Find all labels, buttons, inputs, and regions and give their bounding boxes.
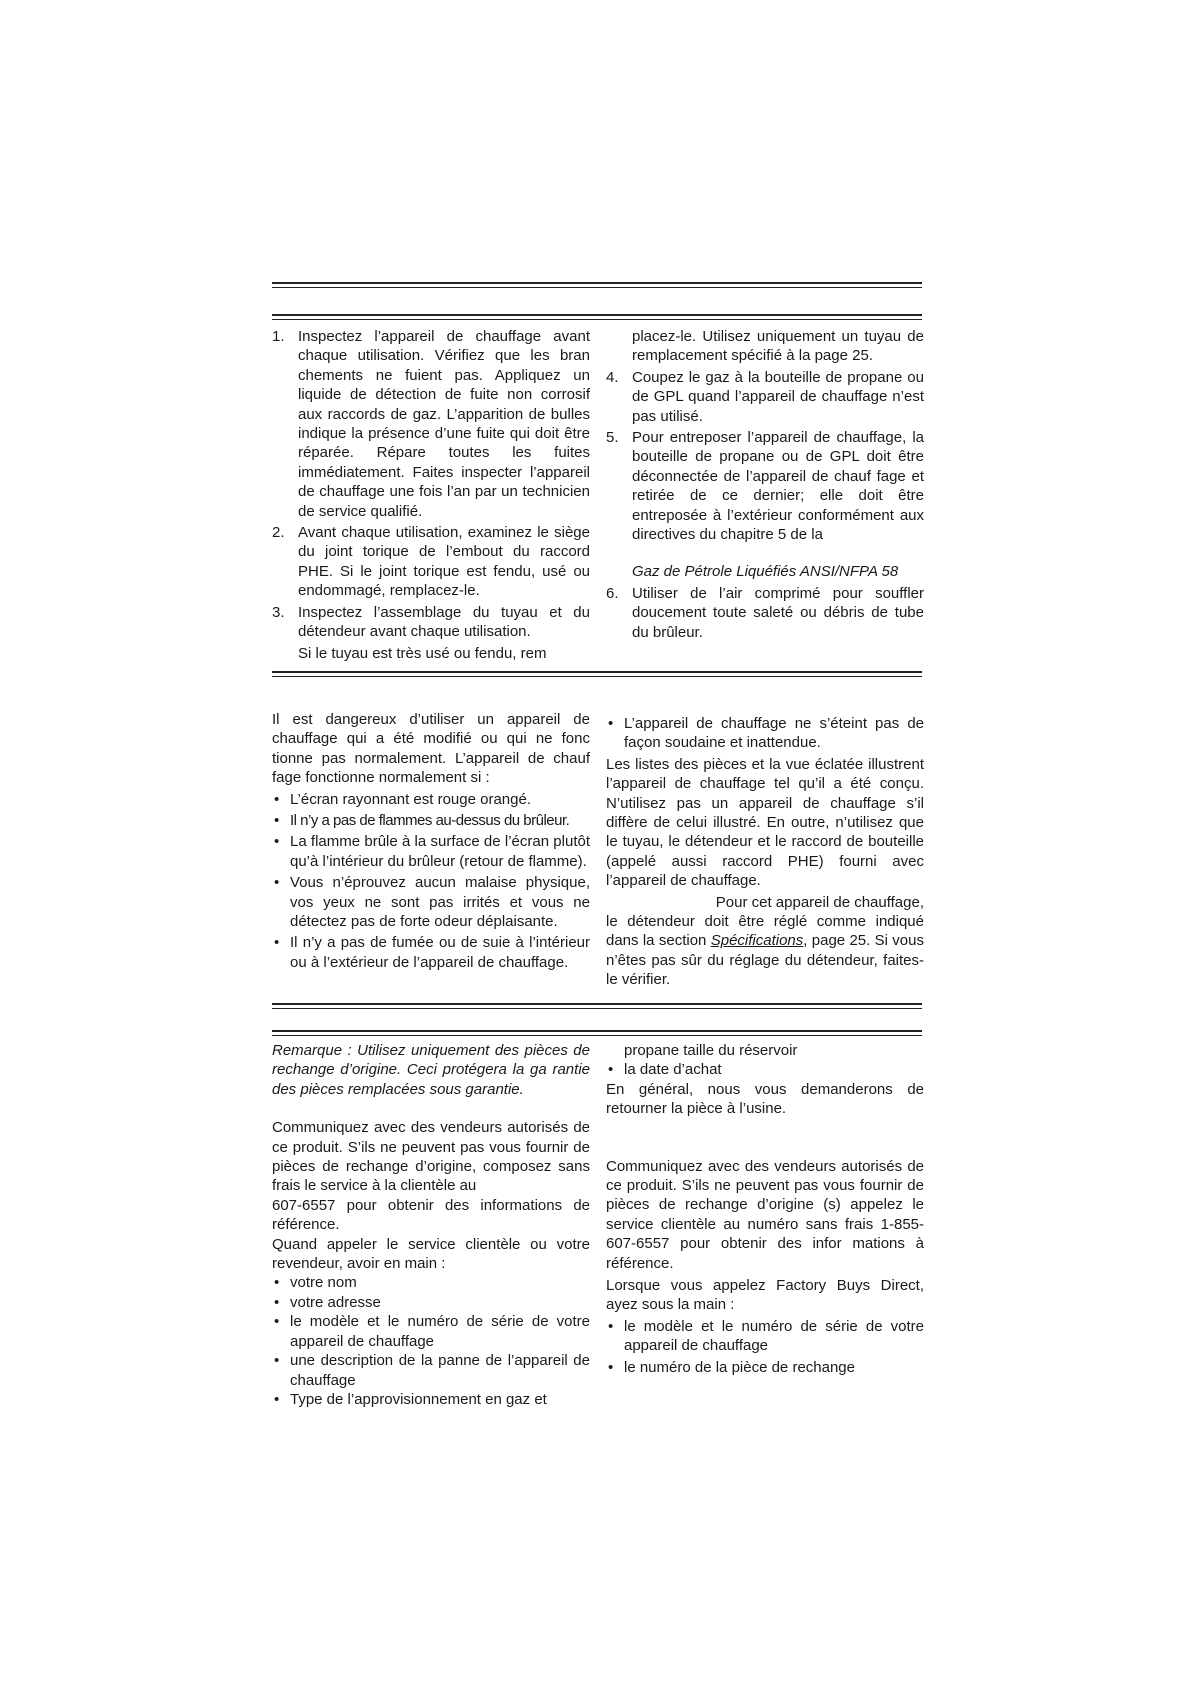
checklist-continuation: propane taille du réservoir: [624, 1042, 798, 1059]
list-item: • Type de l’approvisionnement en gaz et: [272, 1390, 590, 1409]
call-intro-2: Lorsque vous appelez Factory Buys Direct, ayez sous la main :: [606, 1277, 924, 1314]
regulator-paragraph: le détendeur doit être réglé comme indiqué dans la section Spécifications, page 25. Si vous n’êtes pas sûr du réglage du détendeur, faites-le vérifier.: [606, 913, 924, 989]
call-checklist: [272, 1273, 590, 1409]
section3-rule-top: [272, 1003, 922, 1009]
call-intro: Quand appeler le service clientèle ou votre revendeur, avoir en main :: [272, 1235, 590, 1273]
list-item: • La flamme brûle à la surface de l’écran plutôt qu’à l’intérieur du brûleur (retour de flamme).: [272, 832, 590, 871]
list-item: 3. Inspectez l’assemblage du tuyau et du détendeur avant chaque utilisation.: [272, 603, 590, 641]
hose-continuation-right: placez-le. Utilisez uniquement un tuyau de remplacement spécifié à la page 25.: [632, 328, 924, 365]
normal-operation-list-right: [606, 714, 924, 753]
return-paragraph: En général, nous vous demanderons de retourner la pièce à l’usine.: [606, 1080, 924, 1118]
list-item: • votre adresse: [272, 1293, 590, 1312]
specifications-link[interactable]: Spécifications: [710, 932, 804, 950]
list-item: 2. Avant chaque utilisation, examinez le siège du joint torique de l’embout du raccord PHE. Si le joint torique est fendu, usé ou endommagé, remplacez-le.: [272, 524, 590, 600]
maintenance-list-left: [272, 327, 590, 642]
list-item: • le modèle et le numéro de série de votre appareil de chauffage: [606, 1317, 924, 1356]
regulator-line1: Pour cet appareil de chauffage,: [715, 893, 924, 911]
call-checklist-right: [606, 1060, 924, 1079]
list-item: • le numéro de la pièce de rechange: [606, 1358, 924, 1377]
list-item: • Il n’y a pas de fumée ou de suie à l’intérieur ou à l’extérieur de l’appareil de chauffage.: [272, 933, 590, 972]
dangerous-intro: Il est dangereux d’utiliser un appareil de chauffage qui a été modifié ou qui ne fonc tionne pas normalement. L’appareil de chauf fage fonctionne normalement si :: [272, 711, 590, 787]
normal-operation-list: [272, 790, 590, 973]
header-rule-top: [272, 282, 922, 288]
section3-rule: [272, 1030, 922, 1036]
contact-tail: 607-6557 pour obtenir des informations de référence.: [272, 1196, 590, 1234]
section2-left-column: [272, 710, 590, 974]
list-item: • Vous n’éprouvez aucun malaise physique, vos yeux ne sont pas irrités et vous ne détectez pas de forte odeur déplaisante.: [272, 873, 590, 931]
hose-continuation: Si le tuyau est très usé ou fendu, rem: [298, 644, 547, 662]
maintenance-list-item6: [606, 584, 924, 642]
list-item: 1. Inspectez l’appareil de chauffage avant chaque utilisation. Vérifiez que les bran chements ne fuient pas. Appliquez un liquide de détection de fuite non corrosif aux raccords de gaz. L’apparition de bulles indique la présence d’une fuite qui doit être réparée. Répare toutes les fuites immédiatement. Faites inspecter l’appareil de chauffage une fois l’an par un technicien de service qualifié.: [272, 328, 590, 520]
list-item: • le modèle et le numéro de série de votre appareil de chauffage: [272, 1312, 590, 1351]
list-item: 4. Coupez le gaz à la bouteille de propane ou de GPL quand l’appareil de chauffage n’est pas utilisé.: [606, 368, 924, 425]
list-item: • L’écran rayonnant est rouge orangé.: [272, 790, 590, 809]
list-item: • L’appareil de chauffage ne s’éteint pas de façon soudaine et inattendue.: [606, 714, 924, 753]
original-parts-note: Remarque : Utilisez uniquement des pièces de rechange d’origine. Ceci protégera la ga rantie des pièces remplacées sous garantie.: [272, 1042, 590, 1098]
maintenance-list-right: [606, 368, 924, 545]
section1-right-column: [606, 327, 924, 644]
section2-rule: [272, 671, 922, 677]
list-item: 5. Pour entreposer l’appareil de chauffage, la bouteille de propane ou de GPL doit être déconnectée de l’appareil de chauf fage et retirée de ce dernier; elle doit être entreposée à l’extérieur conformément aux directives du chapitre 5 de la: [606, 429, 924, 544]
list-item: • une description de la panne de l’appareil de chauffage: [272, 1351, 590, 1390]
list-item: • la date d’achat: [606, 1060, 924, 1079]
list-item: • Il n’y a pas de flammes au-dessus du brûleur.: [272, 811, 590, 830]
section3-left-column: [272, 1041, 590, 1409]
standard-reference: Gaz de Pétrole Liquéfiés ANSI/NFPA 58: [632, 563, 899, 581]
list-item: 6. Utiliser de l’air comprimé pour souffler doucement toute saleté ou débris de tube du brûleur.: [606, 584, 924, 641]
parts-paragraph: Les listes des pièces et la vue éclatée illustrent l’appareil de chauffage tel qu’il a été conçu. N’utilisez pas un appareil de chauffage s’il diffère de celui illustré. En outre, n’utilisez que le tuyau, le détendeur et le raccord de bouteille (appelé aussi raccord PHE) fourni avec l’appareil de chauffage.: [606, 755, 924, 890]
section2-right-column: [606, 714, 924, 990]
call-checklist-2: [606, 1317, 924, 1377]
section1-rule: [272, 314, 922, 320]
section1-left-column: [272, 327, 590, 663]
contact-paragraph: Communiquez avec des vendeurs autorisés de ce produit. S’ils ne peuvent pas vous fournir de pièces de rechange d’origine, composez sans frais le service à la clientèle au: [272, 1119, 590, 1195]
list-item: • votre nom: [272, 1273, 590, 1292]
contact-paragraph-2: Communiquez avec des vendeurs autorisés de ce produit. S’ils ne peuvent pas vous fournir de pièces de rechange d’origine (s) appelez le service clientèle au numéro sans frais 1-855-607-6557 pour obtenir des infor mations à référence.: [606, 1157, 924, 1272]
section3-right-column: [606, 1041, 924, 1379]
